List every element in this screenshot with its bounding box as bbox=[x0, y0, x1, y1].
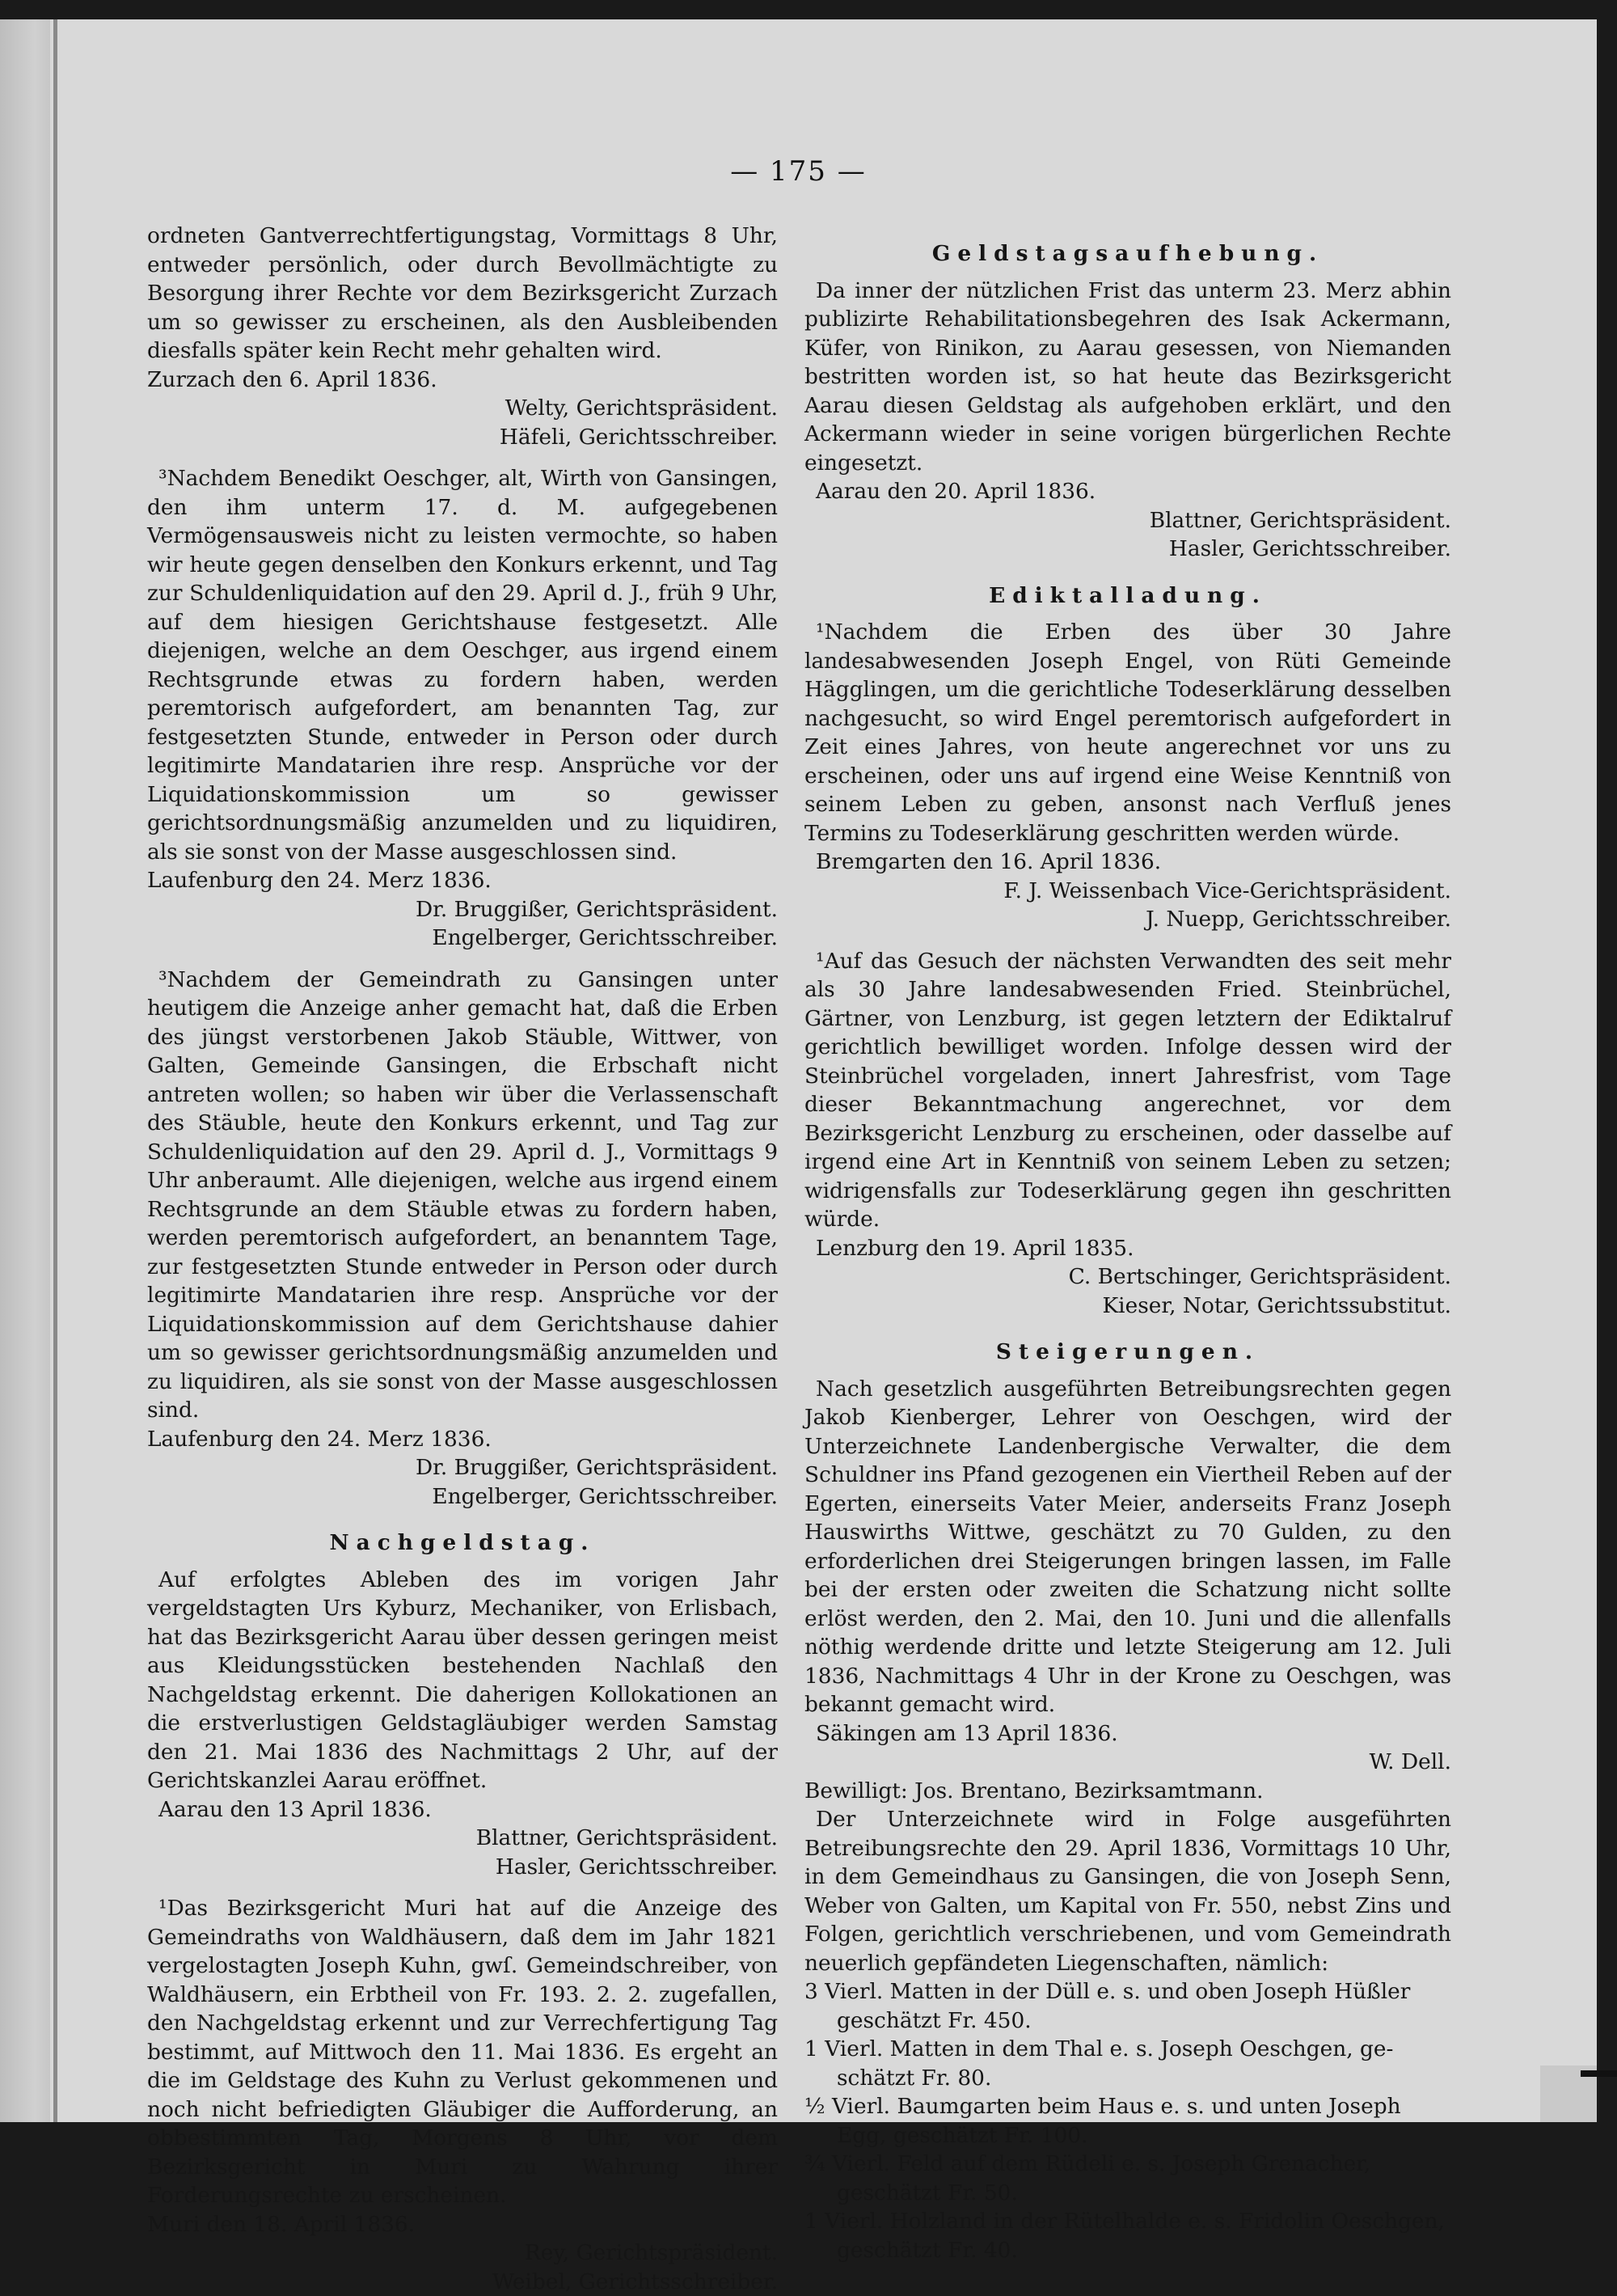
signature-line: J. Nuepp, Gerichtsschreiber. bbox=[804, 905, 1451, 934]
notice-paragraph: Bewilligt: Jos. Brentano, Bezirksamtmann. bbox=[804, 1777, 1451, 1806]
notice-paragraph: Säkingen am 13 April 1836. bbox=[804, 1719, 1451, 1748]
property-valuation: Egg, geschätzt Fr. 100. bbox=[804, 2121, 1451, 2150]
property-line: 1 Vierl. Matten in dem Thal e. s. Joseph Oeschgen, ge- bbox=[804, 2035, 1451, 2064]
signature-line: F. J. Weissenbach Vice-Gerichtspräsident. bbox=[804, 877, 1451, 906]
left-column bbox=[147, 222, 778, 2296]
property-list-item bbox=[804, 1977, 1451, 2035]
signature-line: W. Dell. bbox=[804, 1748, 1451, 1777]
notice-paragraph: ¹Nachdem die Erben des über 30 Jahre landesabwesenden Joseph Engel, von Rüti Gemeinde Hägglingen, um die gerichtliche Todeserklärung desselben nachgesucht, so wird Engel peremtorisch aufgefordert in Zeit eines Jahres, von heute angerechnet vor uns zu erscheinen, oder uns auf irgend eine Weise Kenntniß von seinem Leben zu geben, ansonst nach Verfluß jenes Termins zu Todeserklärung geschritten werden würde. bbox=[804, 618, 1451, 848]
signature-line: Kieser, Notar, Gerichtssubstitut. bbox=[804, 1292, 1451, 1321]
spacer bbox=[804, 934, 1451, 947]
signature-line: Weibel, Gerichtsschreiber. bbox=[147, 2268, 778, 2296]
property-list-item bbox=[804, 2092, 1451, 2150]
notice-paragraph: Da inner der nützlichen Frist das unterm 23. Merz abhin publizirte Rehabilitationsbegehren des Isak Ackermann, Küfer, von Rinikon, zu Aarau gesessen, von Niemanden bestritten worden ist, so hat heute das Bezirksgericht Aarau diesen Geldstag als aufgehoben erklärt, und den Ackermann wieder in seine vorigen bürgerlichen Rechte eingesetzt. bbox=[804, 277, 1451, 478]
property-line: 3 Vierl. Matten in der Düll e. s. und oben Joseph Hüßler bbox=[804, 1977, 1451, 2006]
newspaper-page bbox=[0, 19, 1597, 2122]
section-heading: Steigerungen. bbox=[804, 1338, 1451, 1367]
property-valuation: geschätzt Fr. 40. bbox=[804, 2236, 1451, 2265]
property-list-item bbox=[804, 2035, 1451, 2092]
notice-paragraph: ³Nachdem Benedikt Oeschger, alt, Wirth von Gansingen, den ihm unterm 17. d. M. aufgegebenen Vermögensausweis nicht zu leisten vermochte, so haben wir heute gegen denselben den Konkurs erkennt, und Tag zur Schuldenliquidation auf den 29. April d. J., früh 9 Uhr, auf dem hiesigen Gerichtshause festgesetzt. Alle diejenigen, welche an dem Oeschger, aus irgend einem Rechtsgrunde etwas zu fordern haben, werden peremtorisch aufgefordert, am benannten Tag, zur festgesetzten Stunde, entweder in Person oder durch legitimirte Mandatarien ihre resp. Ansprüche vor der Liquidationskommission um so gewisser gerichtsordnungsmäßig anzumelden und zu liquidiren, als sie sonst von der Masse ausgeschlossen sind. bbox=[147, 464, 778, 866]
notice-paragraph: ¹Das Bezirksgericht Muri hat auf die Anzeige des Gemeindraths von Waldhäusern, daß dem im Jahr 1821 vergelostagten Joseph Kuhn, gwſ. Gemeindschreiber, von Waldhäusern, ein Erbtheil von Fr. 193. 2. 2. zugefallen, den Nachgeldstag erkennt und zur Verrechfertigung Tag bestimmt, auf Mittwoch den 11. Mai 1836. Es ergeht an die im Geldstage des Kuhn zu Verlust gekommenen und noch nicht befriedigten Gläubiger die Aufforderung, an obbestimmten Tag, Morgens 8 Uhr, vor dem Bezirksgericht in Muri zu Wahrung ihrer Forderungsrechte zu erscheinen. bbox=[147, 1894, 778, 2210]
spacer bbox=[147, 451, 778, 464]
property-valuation: geschätzt Fr. 50. bbox=[804, 2179, 1451, 2208]
right-column bbox=[804, 222, 1451, 2264]
page-number: — 175 — bbox=[0, 155, 1597, 188]
signature-line: Engelberger, Gerichtsschreiber. bbox=[147, 924, 778, 953]
page-fold bbox=[53, 19, 57, 2122]
signature-line: Engelberger, Gerichtsschreiber. bbox=[147, 1482, 778, 1512]
signature-line: Dr. Bruggißer, Gerichtspräsident. bbox=[147, 895, 778, 924]
notice-paragraph: Auf erfolgtes Ableben des im vorigen Jahr vergeldstagten Urs Kyburz, Mechaniker, von Erlisbach, hat das Bezirksgericht Aarau über dessen geringen meist aus Kleidungsstücken bestehenden Nachlaß den Nachgeldstag erkennt. Die daherigen Kollokationen an die erstverlustigen Geldstagläubiger werden Samstag den 21. Mai 1836 des Nachmittags 2 Uhr, auf der Gerichtskanzlei Aarau eröffnet. bbox=[147, 1566, 778, 1795]
signature-line: C. Bertschinger, Gerichtspräsident. bbox=[804, 1262, 1451, 1292]
previous-page-edge bbox=[0, 19, 50, 2122]
notice-paragraph: ³Nachdem der Gemeindrath zu Gansingen unter heutigem die Anzeige anher gemacht hat, daß die Erben des jüngst verstorbenen Jakob Stäuble, Wittwer, von Galten, Gemeinde Gansingen, die Erbschaft nicht antreten wollen; so haben wir über die Verlassenschaft des Stäuble, heute den Konkurs erkennt, und Tag zur Schuldenliquidation auf den 29. April d. J., Vormittags 9 Uhr anberaumt. Alle diejenigen, welche aus irgend einem Rechtsgrunde an dem Stäuble etwas zu fordern haben, werden peremtorisch aufgefordert, an benanntem Tage, zur festgesetzten Stunde entweder in Person oder durch legitimirte Mandatarien ihre resp. Ansprüche vor der Liquidationskommission auf dem Gerichtshause dahier um so gewisser gerichtsordnungsmäßig anzumelden und zu liquidiren, als sie sonst von der Masse ausgeschlossen sind. bbox=[147, 966, 778, 1425]
notice-paragraph: Bremgarten den 16. April 1836. bbox=[804, 848, 1451, 877]
signature-line: Hasler, Gerichtsschreiber. bbox=[147, 1853, 778, 1882]
notice-paragraph: Aarau den 20. April 1836. bbox=[804, 477, 1451, 506]
spacer bbox=[147, 953, 778, 966]
signature-line: Blattner, Gerichtspräsident. bbox=[804, 506, 1451, 535]
property-list-item bbox=[804, 2150, 1451, 2207]
signature-line: Dr. Bruggißer, Gerichtspräsident. bbox=[147, 1453, 778, 1482]
notice-paragraph: Lenzburg den 19. April 1835. bbox=[804, 1234, 1451, 1263]
property-line: 1 Vierl. Holzland in der Rütelhalde e. s. Fridolin Oeschgen, bbox=[804, 2207, 1451, 2236]
signature-line: Rey, Gerichtspräsident. bbox=[147, 2239, 778, 2268]
property-line: ¾ Vierl. Feld auf dem Rüdeli e. s. Joseph Grenacher, bbox=[804, 2150, 1451, 2179]
notice-paragraph: Muri den 18. April 1836. bbox=[147, 2210, 778, 2239]
property-valuation: schätzt Fr. 80. bbox=[804, 2064, 1451, 2093]
notice-paragraph: ¹Auf das Gesuch der nächsten Verwandten des seit mehr als 30 Jahre landesabwesenden Fried. Steinbrüchel, Gärtner, von Lenzburg, ist gegen letztern der Ediktalruf gerichtlich bewilliget worden. Infolge dessen wird der Steinbrüchel vorgeladen, innert Jahresfrist, vom Tage dieser Bekanntmachung angerechnet, vor dem Bezirksgericht Lenzburg zu erscheinen, oder dasselbe auf irgend eine Art in Kenntniß von seinem Leben zu setzen; widrigensfalls zur Todeserklärung gegen ihn geschritten würde. bbox=[804, 947, 1451, 1234]
notice-paragraph: Laufenburg den 24. Merz 1836. bbox=[147, 866, 778, 895]
property-valuation: geschätzt Fr. 450. bbox=[804, 2006, 1451, 2036]
signature-line: Häfeli, Gerichtsschreiber. bbox=[147, 423, 778, 452]
notice-paragraph: Laufenburg den 24. Merz 1836. bbox=[147, 1425, 778, 1454]
notice-paragraph: Nach gesetzlich ausgeführten Betreibungsrechten gegen Jakob Kienberger, Lehrer von Oeschgen, wird der Unterzeichnete Landenbergische Verwalter, die dem Schuldner ins Pfand gezogenen ein Viertheil Reben auf der Egerten, einerseits Vater Meier, anderseits Franz Joseph Hauswirths Wittwe, geschätzt zu 70 Gulden, zu den erforderlichen drei Steigerungen bringen lassen, im Falle bei der ersten oder zweiten die Schatzung nicht sollte erlöst werden, den 2. Mai, den 10. Juni und die allenfalls nöthig werdende dritte und letzte Steigerung am 12. Juli 1836, Nachmittags 4 Uhr in der Krone zu Oeschgen, was bekannt gemacht wird. bbox=[804, 1375, 1451, 1719]
notice-paragraph: Zurzach den 6. April 1836. bbox=[147, 366, 778, 395]
spacer bbox=[147, 1881, 778, 1894]
section-heading: Nachgeldstag. bbox=[147, 1529, 778, 1558]
notice-paragraph: Aarau den 13 April 1836. bbox=[147, 1795, 778, 1825]
notice-paragraph: ordneten Gantverrechtfertigungstag, Vormittags 8 Uhr, entweder persönlich, oder durch Bevollmächtigte zu Besorgung ihrer Rechte vor dem Bezirksgericht Zurzach um so gewisser zu erscheinen, als den Ausbleibenden diesfalls später kein Recht mehr gehalten wird. bbox=[147, 222, 778, 366]
signature-line: Hasler, Gerichtsschreiber. bbox=[804, 535, 1451, 564]
signature-line: Blattner, Gerichtspräsident. bbox=[147, 1824, 778, 1853]
crop-mark bbox=[1581, 2070, 1617, 2077]
section-heading: Geldstagsaufhebung. bbox=[804, 239, 1451, 269]
property-list-item bbox=[804, 2207, 1451, 2264]
property-line: ½ Vierl. Baumgarten beim Haus e. s. und unten Joseph bbox=[804, 2092, 1451, 2121]
signature-line: Welty, Gerichtspräsident. bbox=[147, 394, 778, 423]
section-heading: Ediktalladung. bbox=[804, 581, 1451, 611]
notice-paragraph: Der Unterzeichnete wird in Folge ausgeführten Betreibungsrechte den 29. April 1836, Vormittags 10 Uhr, in dem Gemeindhaus zu Gansingen, die von Joseph Senn, Weber von Galten, um Kapital von Fr. 550, nebst Zins und Folgen, gerichtlich verschriebenen, und vom Gemeindrath neuerlich gepfändeten Liegenschaften, nämlich: bbox=[804, 1805, 1451, 1977]
